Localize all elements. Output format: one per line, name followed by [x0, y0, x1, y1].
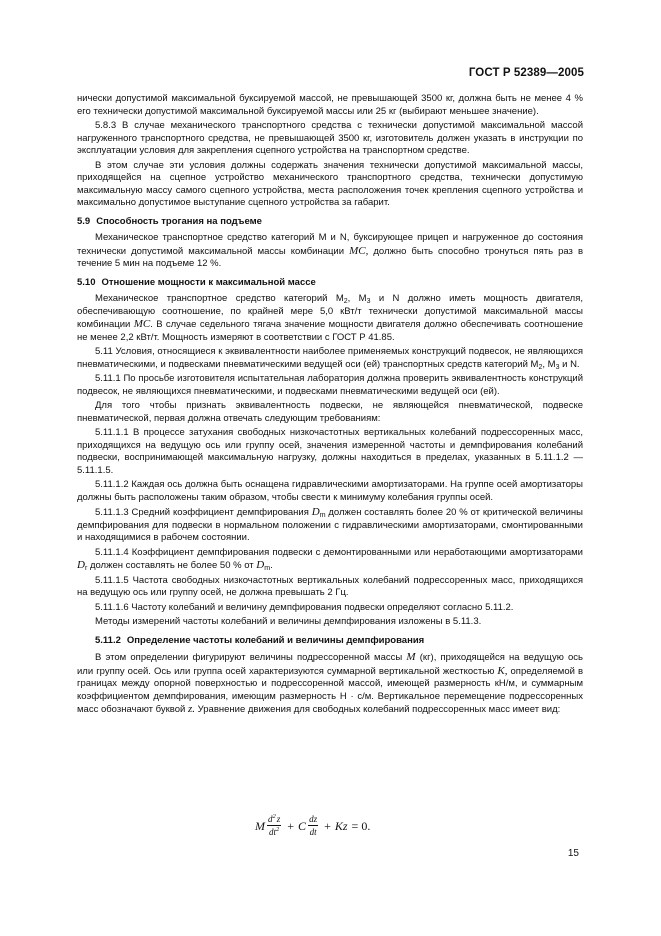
text-run: .	[270, 560, 273, 571]
text-run: , M	[542, 358, 556, 370]
text-run: должен составлять более 20 % от критической величины демпфирования для подвески в нормальном положении с гидравлическими амортизаторами, смонтированными и находящимися в рабочем состоянии.	[77, 507, 584, 543]
formula-plus: +	[324, 818, 331, 833]
paragraph-methods: Методы измерений частоты колебаний и величины демпфирования изложены в 5.11.3.	[95, 616, 482, 627]
paragraph-5-11-1-4	[77, 547, 583, 573]
section-number: 5.10	[77, 276, 96, 288]
paragraph-5-9	[77, 232, 583, 271]
subscript: m	[264, 565, 271, 572]
page-number: 15	[567, 848, 579, 859]
variable-k: K,	[497, 664, 508, 677]
formula-z: z	[276, 814, 281, 824]
subscript: r	[84, 565, 88, 572]
text-run: 5.11.1.3 Средний коэффициент демпфирования	[95, 507, 309, 518]
fraction-denominator	[269, 826, 279, 838]
text-run: 5.11.1.4 Коэффициент демпфирования подвески с демонтированными или неработающими амортизаторами	[95, 546, 583, 558]
text-run: должно быть способно тронуться пять раз в течение 5 мин на подъеме 12 %.	[77, 245, 583, 269]
subscript: 2	[538, 363, 543, 371]
text-run: 5.11 Условия, относящиеся к эквивалентности наиболее применяемых конструкций подвесок, не являющихся пневматическими, и подвесками пневматическими ведущей оси (ей) транспортных средств категорий M	[77, 346, 583, 370]
subscript: 2	[343, 298, 348, 305]
equation-of-motion	[255, 808, 415, 844]
fraction-numerator: dz	[309, 814, 318, 824]
subscript: 3	[366, 298, 371, 305]
paragraph-5-10	[77, 293, 583, 344]
paragraph-5-11-2	[77, 651, 583, 717]
text-run: , M	[347, 293, 367, 304]
fraction-denominator: dt	[309, 827, 317, 837]
fraction-numerator	[267, 814, 281, 826]
formula-equals-zero: = 0.	[351, 818, 371, 833]
paragraph-5-11	[77, 346, 583, 371]
formula-dt: dt	[269, 827, 277, 837]
paragraph-5-11-1-3	[77, 506, 583, 545]
section-title: Способность трогания на подъеме	[96, 215, 262, 227]
variable-m: M	[406, 651, 416, 663]
formula-plus: +	[287, 818, 295, 833]
section-heading-5-9	[77, 216, 583, 229]
section-number: 5.9	[77, 215, 91, 227]
formula-exp: 2	[276, 826, 280, 833]
standard-header: ГОСТ Р 52389—2005	[468, 67, 584, 79]
variable-mc: MC	[133, 318, 151, 330]
variable-d: D	[77, 559, 85, 571]
text-run: Механическое транспортное средство категорий M	[95, 293, 344, 304]
paragraph-5-11-1-5: 5.11.1.5 Частота свободных низкочастотных вертикальных колебаний подрессоренных масс, приходящихся на ведущую ось или группу осей, не должна превышать 2 Гц.	[77, 574, 583, 598]
paragraph-5-11-1-2: 5.11.1.2 Каждая ось должна быть оснащена гидравлическими амортизаторами. На группе осей амортизаторы должны быть расположены таким образом, чтобы свести к минимуму колебания группы осей.	[77, 479, 583, 503]
section-number: 5.11.2	[95, 634, 121, 646]
variable-d: D	[311, 506, 320, 518]
text-run: и N.	[559, 358, 580, 370]
text-run: Механическое транспортное средство категорий M и N, буксирующее прицеп и нагруженное до состояния технически допустимой максимальной массы комбинации	[77, 232, 583, 257]
paragraph-equivalence: Для того чтобы признать эквивалентность подвески, не являющейся пневматической, подвеске пневматической, первая должна отвечать следующим требованиям:	[77, 400, 583, 424]
formula-c: C	[298, 818, 307, 833]
fraction-d2z-dt2	[267, 814, 281, 838]
paragraph-5-11-1-1: 5.11.1.1 В процессе затухания свободных низкочастотных вертикальных колебаний подрессоренных масс, приходящихся на ведущую ось или группу осей, значения измеренной частоты и демпфирования колебаний подвески, воспринимающей максимальную нагрузку, должны находиться в пределах, указанных в 5.11.1.2 — 5.11.1.5.	[77, 427, 583, 476]
text-run: и N должно иметь мощность двигателя, обеспечивающую соотношение, по крайней мере 5,0 кВт/т технически допустимой максимальной массы комбинации	[77, 293, 583, 330]
text-run: определяемой в границах между опорной поверхностью и подрессоренной массой, имеющей размерность кН/м, и суммарным коэффициентом демпфирования, имеющим размерность Н · с/м. Вертикальное перемещение подрессоренных масс обозначают буквой	[77, 665, 583, 715]
paragraph-conditions: В этом случае эти условия должны содержать значения технически допустимой максимальной массы, приходящейся на сцепное устройство механического транспортного средства, технически допустимую максимальную массу самого сцепного устройства, места расположения точек крепления сцепного устройства и максимально допустимое выступание сцепного устройства за габарит.	[77, 159, 583, 208]
section-title: Отношение мощности к максимальной массе	[101, 276, 316, 288]
subscript: m	[319, 512, 326, 519]
paragraph-5-11-1: 5.11.1 По просьбе изготовителя испытательная лаборатория должна проверить эквивалентность конструкций подвесок, не являющихся пневматическими, и подвесками пневматическими ведущей оси (ей).	[77, 373, 583, 397]
paragraph-continuation: нически допустимой максимальной буксируемой массой, не превышающей 3500 кг, должна быть не менее 4 % его технически допустимой максимальной буксируемой массы или 25 кг (выбирают меньшее значение).	[77, 93, 583, 117]
subscript: 3	[555, 363, 560, 371]
formula-exp: 2	[272, 813, 276, 820]
text-run: Уравнение движения для свободных колебаний подрессоренных масс имеет вид:	[197, 704, 561, 715]
text-run: должен составлять не более 50 % от	[89, 560, 254, 571]
formula-kz: Kz	[334, 818, 348, 833]
formula-m: M	[255, 818, 265, 833]
text-run: В этом определении фигурируют величины подрессоренной массы	[95, 652, 403, 663]
paragraph-5-8-3: 5.8.3 В случае механического транспортного средства с технически допустимой максимальной массой нагруженного транспортного средства, не превышающей 3500 кг, изготовитель должен указать в инструкции по эксплуатации условия для закрепления сцепного устройства на транспортном средстве.	[77, 120, 583, 156]
document-body	[77, 93, 583, 719]
variable-z: z.	[187, 703, 196, 715]
section-heading-5-10	[77, 277, 583, 290]
fraction-dz-dt	[308, 814, 318, 838]
paragraph-5-11-1-6: 5.11.1.6 Частоту колебаний и величину демпфирования подвески определяют согласно 5.11.2.	[95, 601, 514, 613]
section-heading-5-11-2	[77, 635, 583, 648]
variable-mc: MC,	[349, 244, 369, 257]
text-run: . В случае седельного тягача значение мощности двигателя должно обеспечивать соотношение не менее 2,2 кВт/т. Мощность измеряют в соответствии с ГОСТ Р 41.85.	[77, 319, 583, 343]
section-title: Определение частоты колебаний и величины демпфирования	[126, 634, 425, 646]
variable-d: D	[256, 559, 265, 571]
text-run: (кг), приходящейся на ведущую ось или группу осей. Ось или группа осей характеризуются суммарной вертикальной жесткостью	[77, 652, 583, 677]
formula-d: d	[268, 814, 273, 824]
